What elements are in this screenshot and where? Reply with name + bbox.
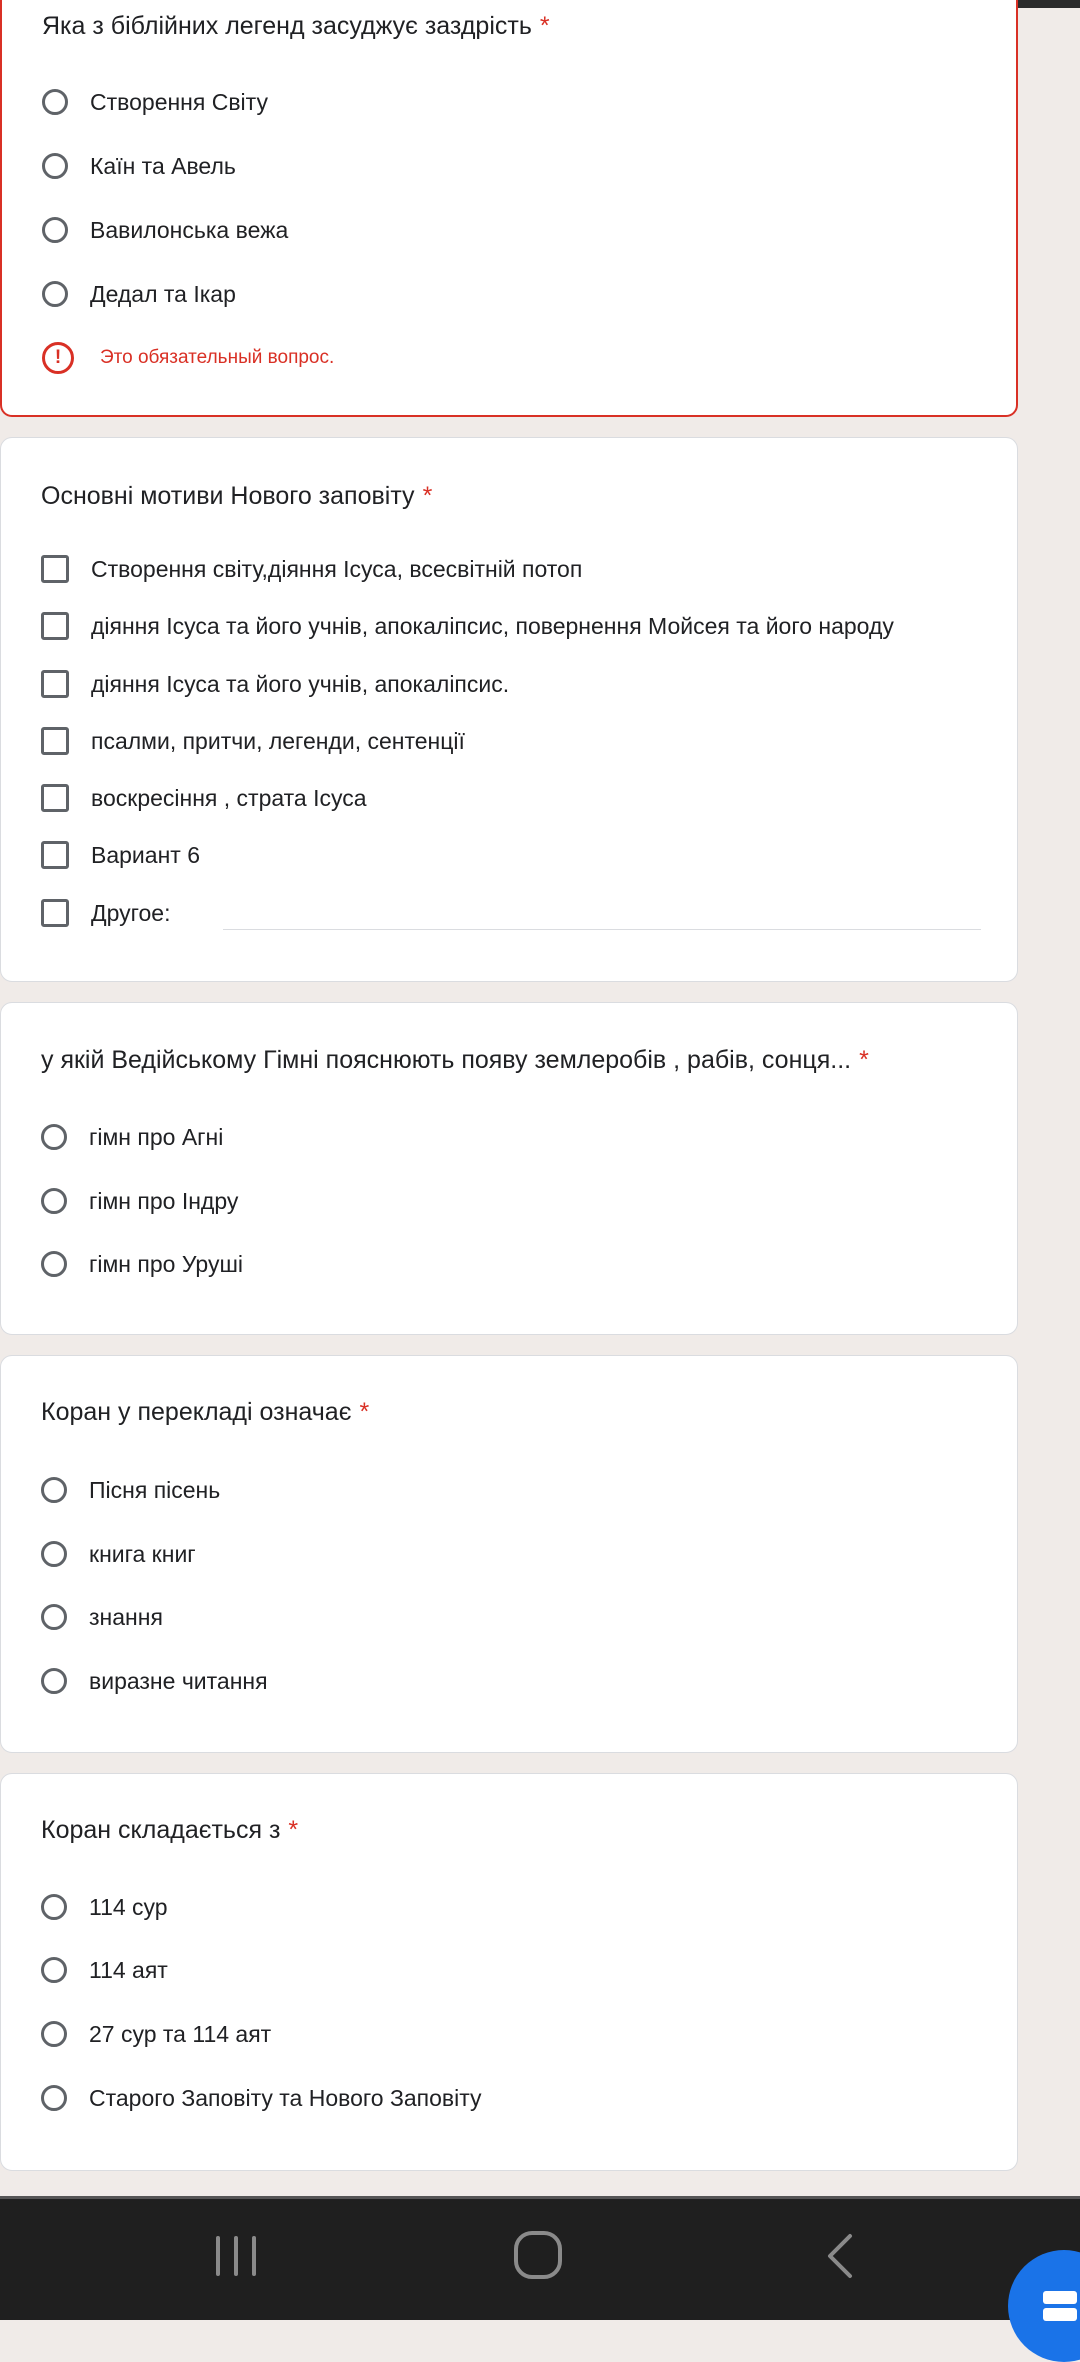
option-label: Вариант 6	[91, 841, 200, 868]
radio-button[interactable]	[42, 217, 68, 243]
radio-button[interactable]	[41, 1957, 67, 1983]
question-title: Яка з біблійних легенд засуджує заздрість *	[42, 12, 550, 40]
checkbox-option-other[interactable]	[41, 893, 170, 933]
radio-option[interactable]	[42, 146, 236, 186]
checkbox[interactable]	[41, 727, 69, 755]
required-mark: *	[288, 1816, 299, 1844]
radio-button[interactable]	[41, 1541, 67, 1567]
question-card-5	[0, 1773, 1018, 2171]
radio-button[interactable]	[42, 281, 68, 307]
option-label: Старого Заповіту та Нового Заповіту	[89, 2084, 482, 2111]
checkbox[interactable]	[41, 784, 69, 812]
radio-button[interactable]	[41, 1668, 67, 1694]
radio-option[interactable]	[42, 274, 236, 314]
option-label: діяння Ісуса та його учнів, апокаліпсис.	[91, 670, 510, 697]
radio-option[interactable]	[41, 2014, 271, 2054]
radio-option[interactable]	[41, 1181, 238, 1221]
option-label: Пісня пісень	[89, 1476, 221, 1503]
question-title: Основні мотиви Нового заповіту *	[41, 482, 433, 510]
option-label: виразне читання	[89, 1667, 268, 1694]
radio-option[interactable]	[41, 1661, 268, 1701]
radio-option[interactable]	[41, 1887, 168, 1927]
option-label: Створення Світу	[90, 88, 268, 115]
radio-option[interactable]	[41, 1470, 220, 1510]
radio-option[interactable]	[41, 1534, 196, 1574]
radio-option[interactable]	[41, 1117, 223, 1157]
question-title: у якій Ведійському Гімні пояснюють появу землеробів , рабів, сонця... *	[41, 1046, 869, 1074]
checkbox[interactable]	[41, 612, 69, 640]
radio-button[interactable]	[41, 1188, 67, 1214]
option-label: Дедал та Ікар	[90, 280, 236, 307]
question-card-4	[0, 1355, 1018, 1753]
other-text-input[interactable]	[223, 929, 981, 930]
option-label: діяння Ісуса та його учнів, апокаліпсис, повернення Мойсея та його народу	[91, 612, 894, 639]
radio-option[interactable]	[41, 2078, 482, 2118]
checkbox-option[interactable]	[41, 664, 509, 704]
option-label: знання	[89, 1603, 163, 1630]
required-error	[42, 342, 334, 374]
question-card-1	[0, 0, 1018, 417]
error-icon: !	[42, 342, 74, 374]
radio-button[interactable]	[41, 1477, 67, 1503]
required-mark: *	[539, 12, 550, 40]
radio-option[interactable]	[41, 1244, 243, 1284]
question-title: Коран у перекладі означає *	[41, 1398, 370, 1426]
required-mark: *	[359, 1398, 370, 1426]
radio-button[interactable]	[42, 89, 68, 115]
radio-button[interactable]	[41, 2085, 67, 2111]
required-mark: *	[859, 1046, 869, 1074]
option-label: воскресіння , страта Ісуса	[91, 784, 367, 811]
option-label: 114 сур	[89, 1893, 168, 1920]
radio-button[interactable]	[41, 2021, 67, 2047]
question-card-3	[0, 1002, 1018, 1335]
checkbox-option[interactable]	[41, 549, 582, 589]
option-label: книга книг	[89, 1540, 196, 1567]
navigation-bar	[0, 2196, 1080, 2320]
radio-button[interactable]	[42, 153, 68, 179]
checkbox-option[interactable]	[41, 721, 465, 761]
checkbox-option[interactable]	[41, 835, 200, 875]
option-label: Вавилонська вежа	[90, 216, 289, 243]
home-icon[interactable]	[512, 2229, 564, 2281]
radio-button[interactable]	[41, 1604, 67, 1630]
question-title: Коран складається з *	[41, 1816, 299, 1844]
radio-option[interactable]	[41, 1950, 168, 1990]
recents-icon[interactable]	[210, 2233, 262, 2279]
option-label: Каїн та Авель	[90, 152, 236, 179]
radio-option[interactable]	[42, 210, 288, 250]
radio-button[interactable]	[41, 1124, 67, 1150]
radio-button[interactable]	[41, 1894, 67, 1920]
radio-button[interactable]	[41, 1251, 67, 1277]
question-card-2	[0, 437, 1018, 982]
option-label: псалми, притчи, легенди, сентенції	[91, 727, 465, 754]
checkbox-option[interactable]	[41, 606, 894, 646]
option-label: гімн про Агні	[89, 1123, 224, 1150]
option-label: 114 аят	[89, 1956, 168, 1983]
checkbox[interactable]	[41, 841, 69, 869]
checkbox[interactable]	[41, 670, 69, 698]
option-label: гімн про Уруші	[89, 1250, 244, 1277]
radio-option[interactable]	[42, 82, 268, 122]
required-mark: *	[422, 482, 433, 510]
radio-option[interactable]	[41, 1597, 163, 1637]
error-text: Это обязательный вопрос.	[100, 347, 335, 368]
option-label: гімн про Індру	[89, 1187, 239, 1214]
option-label: 27 сур та 114 аят	[89, 2020, 272, 2047]
option-label: Створення світу,діяння Ісуса, всесвітній потоп	[91, 555, 583, 582]
checkbox[interactable]	[41, 899, 69, 927]
option-label: Другое:	[91, 899, 171, 926]
checkbox[interactable]	[41, 555, 69, 583]
back-icon[interactable]	[822, 2231, 858, 2281]
checkbox-option[interactable]	[41, 778, 367, 818]
